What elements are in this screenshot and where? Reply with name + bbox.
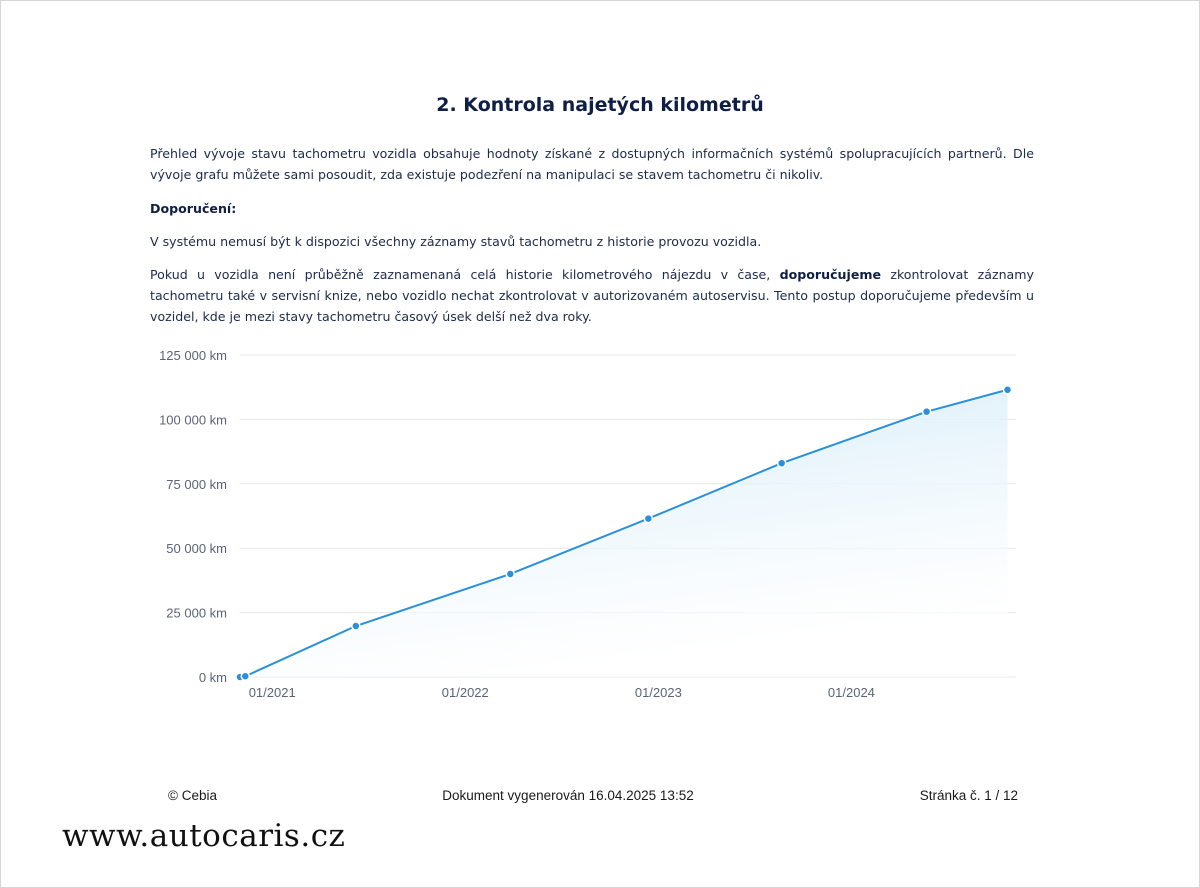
footer-generated: Dokument vygenerován 16.04.2025 13:52 <box>442 788 694 803</box>
data-point[interactable] <box>644 515 652 523</box>
y-axis-labels <box>159 348 227 685</box>
footer-page-number: Stránka č. 1 / 12 <box>919 788 1018 803</box>
y-tick-label: 75 000 km <box>166 476 227 492</box>
y-tick-label: 50 000 km <box>166 541 227 557</box>
data-point[interactable] <box>352 622 360 630</box>
recommendation-emphasis: doporučujeme <box>779 267 882 282</box>
section-title: 2. Kontrola najetých kilometrů <box>436 94 764 116</box>
x-tick-label: 01/2024 <box>827 685 875 700</box>
x-axis-labels <box>249 685 875 700</box>
y-tick-label: 25 000 km <box>166 605 227 621</box>
x-tick-label: 01/2022 <box>441 685 489 700</box>
recommendation-text-end: zkontrolovat záznamy tachometru také v servisní knize, nebo vozidlo nechat zkontrolovat v autorizovaném autoservisu. Tento postup doporučujeme především u vozidel, kde je mezi stavy tachometru časový úsek delší než dva roky. <box>150 267 1034 324</box>
data-point[interactable] <box>1004 386 1012 394</box>
recommendation-heading: Doporučení: <box>150 201 237 216</box>
recommendation-paragraph-1: V systému nemusí být k dispozici všechny záznamy stavů tachometru z historie provozu vozidla. <box>150 234 762 249</box>
intro-paragraph: Přehled vývoje stavu tachometru vozidla obsahuje hodnoty získané z dostupných informačních systémů spolupracujících partnerů. Dle vývoje grafu můžete sami posoudit, zda existuje podezření na manipulaci se stavem tachometru či nikoliv. <box>150 146 1034 182</box>
y-tick-label: 0 km <box>198 670 227 685</box>
footer-copyright: © Cebia <box>168 788 217 803</box>
data-point[interactable] <box>506 570 514 578</box>
data-point[interactable] <box>778 459 786 467</box>
chart-area <box>240 390 1008 677</box>
recommendation-text-start: Pokud u vozidla není průběžně zaznamenaná celá historie kilometrového nájezdu v čase, <box>150 267 780 282</box>
data-point[interactable] <box>923 408 931 416</box>
y-tick-label: 100 000 km <box>159 412 227 428</box>
area-fill <box>240 390 1008 677</box>
x-tick-label: 01/2023 <box>634 685 682 700</box>
y-tick-label: 125 000 km <box>159 348 227 363</box>
watermark: www.autocaris.cz <box>62 818 346 854</box>
x-tick-label: 01/2021 <box>248 685 296 700</box>
data-point[interactable] <box>241 672 249 680</box>
